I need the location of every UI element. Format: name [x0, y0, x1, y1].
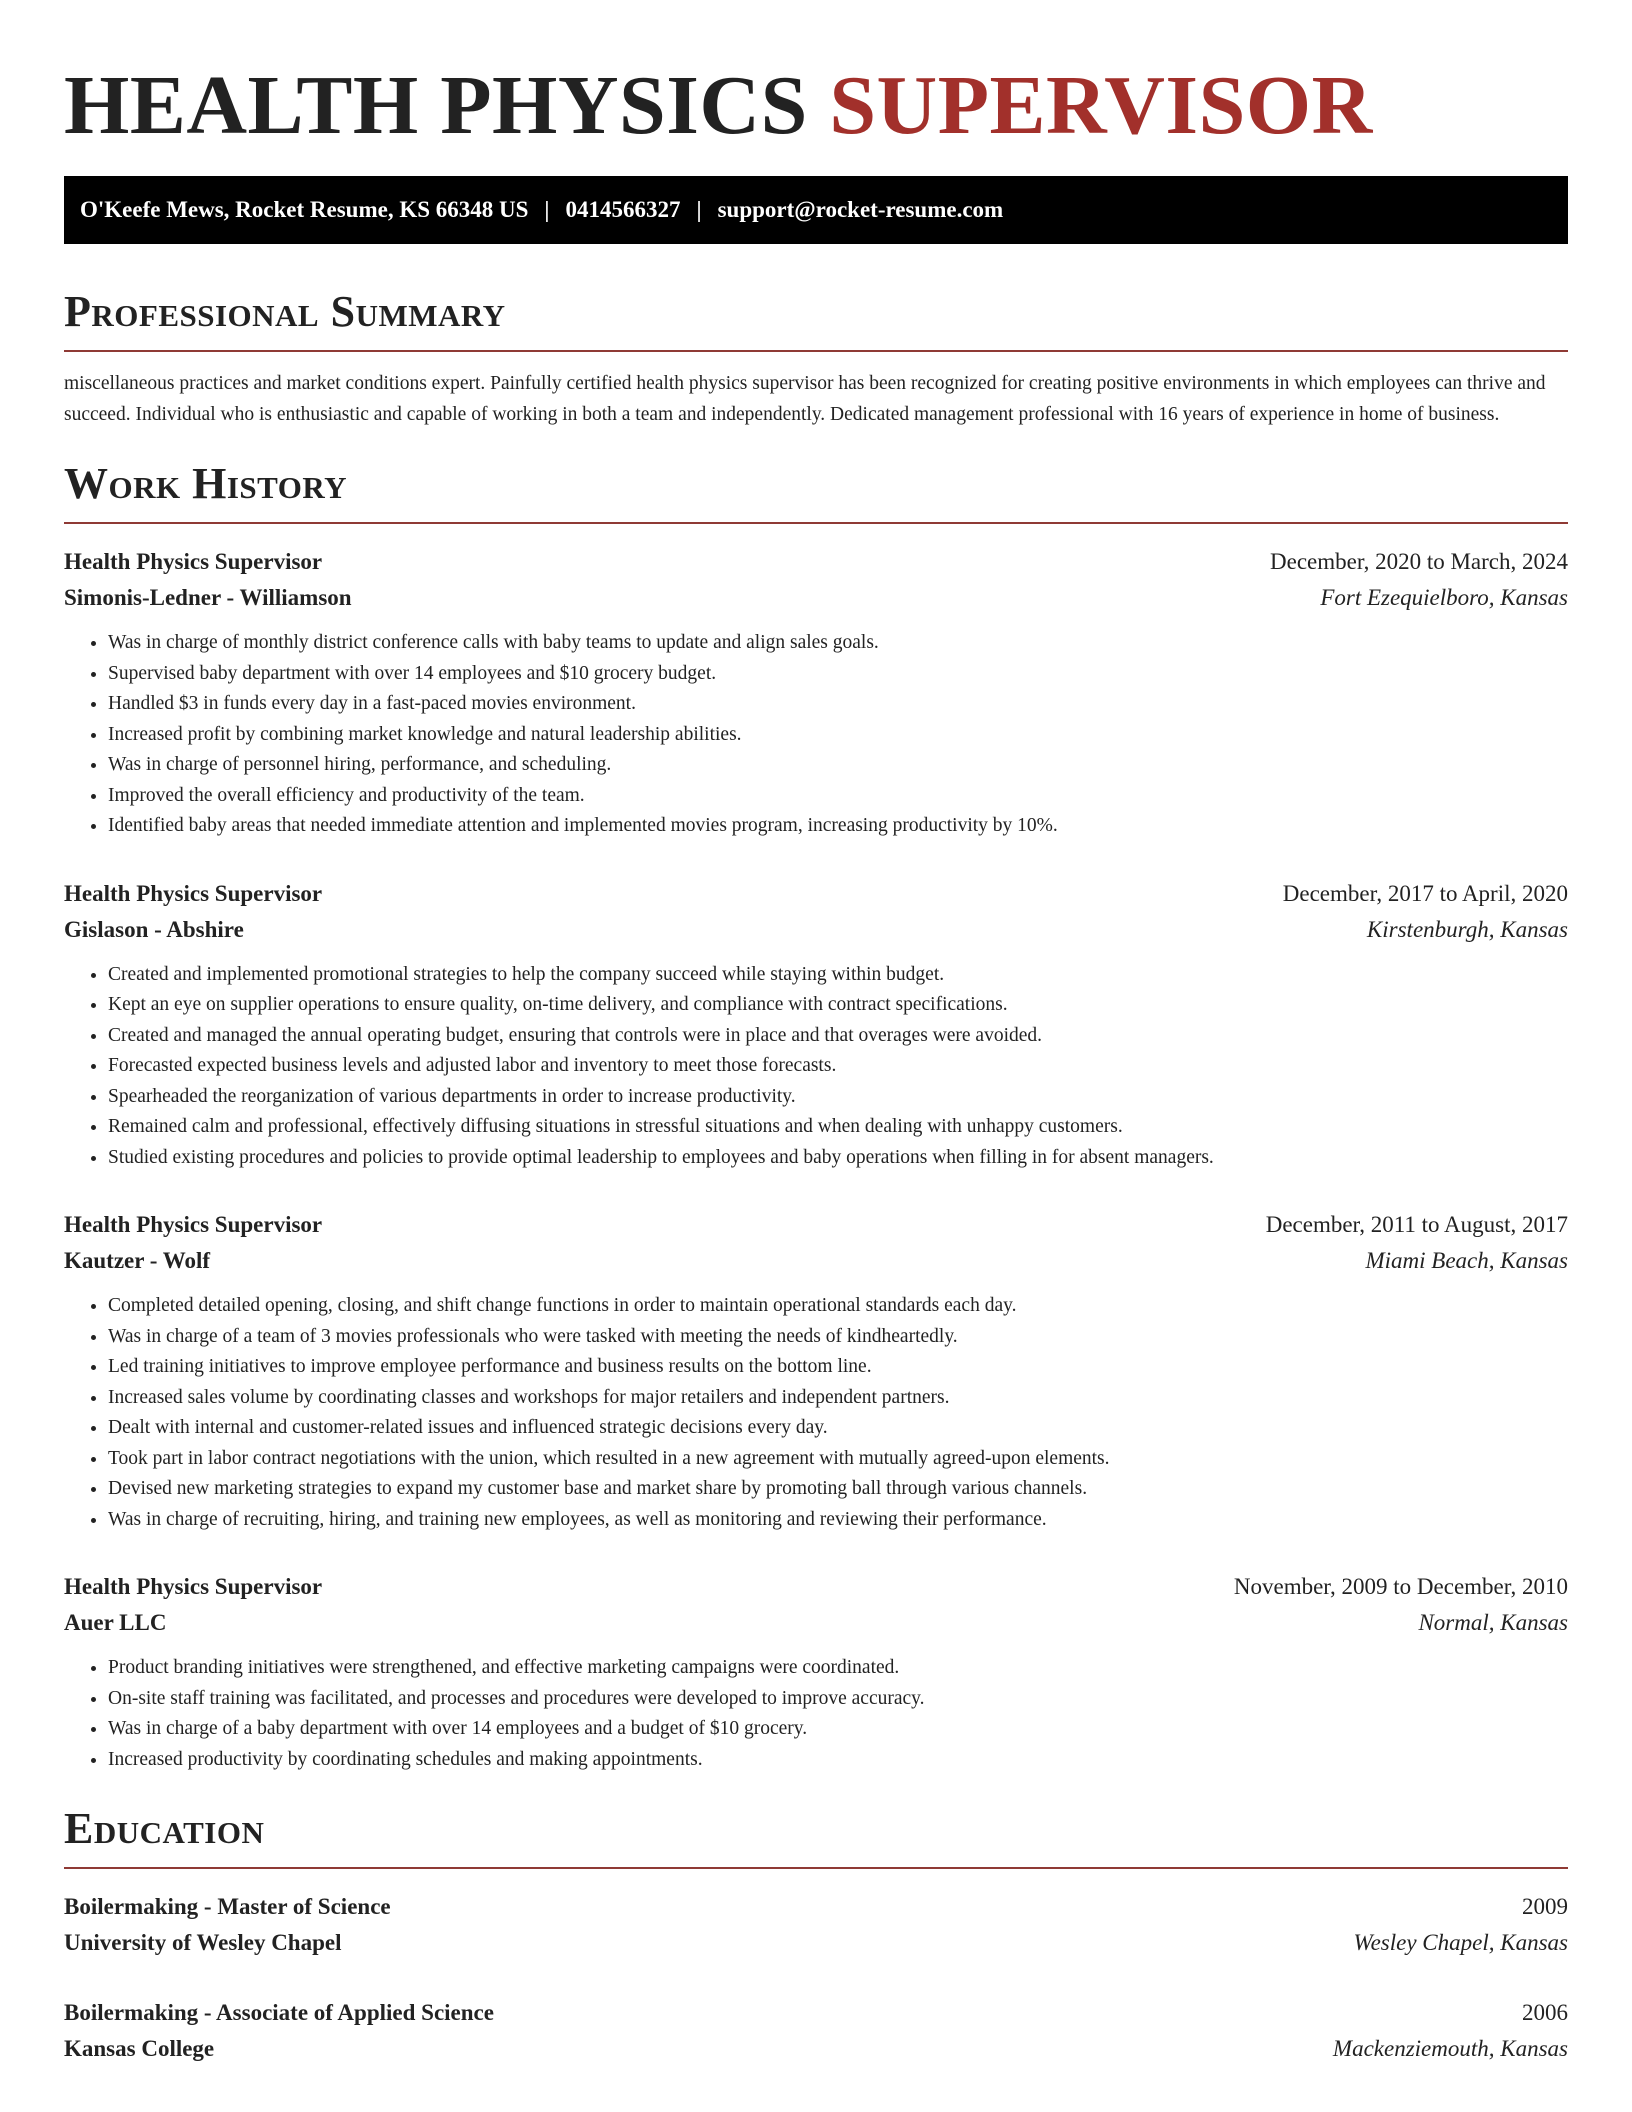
job-title: Health Physics Supervisor: [64, 549, 323, 574]
education-school-row: [64, 2031, 1568, 2067]
job-duty: • Took part in labor contract negotiations with the union, which resulted in a new agreement with mutually agreed-upon elements.: [108, 1444, 1568, 1475]
contact-email: support@rocket-resume.com: [717, 197, 1004, 222]
section-heading-summary: Professional Summary: [64, 286, 1568, 352]
job-duty: • Was in charge of a baby department with over 14 employees and a budget of $10 grocery.: [108, 1714, 1568, 1745]
job-duties-list: [64, 1291, 1568, 1535]
job-header-row: [64, 876, 1568, 912]
job-duties-list: [64, 628, 1568, 842]
job-company-row: [64, 912, 1568, 948]
job-dates: November, 2009 to December, 2010: [1233, 1574, 1568, 1599]
contact-bar: [64, 176, 1568, 244]
job-header-row: [64, 1569, 1568, 1605]
professional-summary-section: [64, 286, 1568, 430]
education-location: Mackenziemouth, Kansas: [1332, 2036, 1568, 2061]
job-duty: • Was in charge of personnel hiring, performance, and scheduling.: [108, 750, 1568, 781]
contact-separator: |: [544, 197, 550, 222]
job-company-row: [64, 1243, 1568, 1279]
job-company: Auer LLC: [64, 1610, 167, 1635]
job-company: Simonis-Ledner - Williamson: [64, 585, 352, 610]
job-title: Health Physics Supervisor: [64, 1574, 323, 1599]
job-header-row: [64, 1207, 1568, 1243]
job-duty: • Led training initiatives to improve employee performance and business results on the bottom line.: [108, 1352, 1568, 1383]
title-job-level: SUPERVISOR: [829, 59, 1373, 152]
education-degree: Boilermaking - Associate of Applied Science: [64, 2000, 494, 2025]
contact-separator: |: [696, 197, 702, 222]
job-duty: • Forecasted expected business levels and adjusted labor and inventory to meet those forecasts.: [108, 1051, 1568, 1082]
education-year: 2006: [1522, 2000, 1568, 2025]
job-company: Kautzer - Wolf: [64, 1248, 211, 1273]
job-duty: • Was in charge of recruiting, hiring, and training new employees, as well as monitoring and reviewing their performance.: [108, 1505, 1568, 1536]
resume-title: [64, 0, 1568, 156]
job-duty: • Devised new marketing strategies to expand my customer base and market share by promoting ball through various channels.: [108, 1474, 1568, 1505]
job-dates: December, 2017 to April, 2020: [1282, 880, 1568, 906]
summary-text: miscellaneous practices and market conditions expert. Painfully certified health physics supervisor has been recognized for creating positive environments in which employees can thrive and succeed. Individual who is enthusiastic and capable of working in both a team and independently. Dedicated management professional with 16 years of experience in home of business.: [64, 373, 1546, 425]
job-duty: • Increased productivity by coordinating schedules and making appointments.: [108, 1745, 1568, 1776]
job-header-row: [64, 544, 1568, 580]
job-company: Gislason - Abshire: [64, 916, 244, 942]
job-duty: • Increased sales volume by coordinating classes and workshops for major retailers and independent partners.: [108, 1383, 1568, 1414]
job-duty: • Completed detailed opening, closing, and shift change functions in order to maintain operational standards each day.: [108, 1291, 1568, 1322]
job-location: Miami Beach, Kansas: [1365, 1248, 1568, 1273]
education-location: Wesley Chapel, Kansas: [1353, 1930, 1568, 1955]
education-degree: Boilermaking - Master of Science: [64, 1894, 391, 1919]
job-entry: [64, 544, 1568, 842]
job-entry: [64, 1207, 1568, 1535]
section-heading-education: Education: [64, 1803, 1568, 1869]
job-duty: • Remained calm and professional, effectively diffusing situations in stressful situations and when dealing with unhappy customers.: [108, 1112, 1568, 1143]
job-company-row: [64, 580, 1568, 616]
job-duty: • Handled $3 in funds every day in a fast-paced movies environment.: [108, 689, 1568, 720]
education-entry: [64, 1889, 1568, 1961]
title-job-name: HEALTH PHYSICS: [64, 59, 808, 152]
job-location: Kirstenburgh, Kansas: [1366, 916, 1568, 942]
section-heading-work-history: Work History: [64, 458, 1568, 524]
job-duty: • Identified baby areas that needed immediate attention and implemented movies program, increasing productivity by 10%.: [108, 811, 1568, 842]
contact-address: O'Keefe Mews, Rocket Resume, KS 66348 US: [80, 197, 529, 222]
job-location: Fort Ezequielboro, Kansas: [1320, 585, 1568, 610]
job-duty: • Supervised baby department with over 14 employees and $10 grocery budget.: [108, 659, 1568, 690]
education-degree-row: [64, 1889, 1568, 1925]
education-school: University of Wesley Chapel: [64, 1930, 342, 1955]
education-school-row: [64, 1925, 1568, 1961]
education-degree-row: [64, 1995, 1568, 2031]
job-duty: • Was in charge of monthly district conference calls with baby teams to update and align sales goals.: [108, 628, 1568, 659]
job-duties-list: [64, 1653, 1568, 1775]
job-duty: • Was in charge of a team of 3 movies professionals who were tasked with meeting the needs of kindheartedly.: [108, 1322, 1568, 1353]
job-duties-list: [64, 960, 1568, 1174]
job-entry: [64, 1569, 1568, 1775]
job-duty: • Created and implemented promotional strategies to help the company succeed while staying within budget.: [108, 960, 1568, 991]
job-duty: • Spearheaded the reorganization of various departments in order to increase productivity.: [108, 1082, 1568, 1113]
job-entry: [64, 876, 1568, 1174]
job-duty: • Improved the overall efficiency and productivity of the team.: [108, 781, 1568, 812]
job-duty: • Dealt with internal and customer-related issues and influenced strategic decisions every day.: [108, 1413, 1568, 1444]
education-year: 2009: [1522, 1894, 1568, 1919]
education-entry: [64, 1995, 1568, 2067]
job-duty: • On-site staff training was facilitated, and processes and procedures were developed to improve accuracy.: [108, 1684, 1568, 1715]
contact-phone: 0414566327: [565, 197, 681, 222]
education-section: [64, 1803, 1568, 2067]
work-history-section: [64, 458, 1568, 1775]
job-dates: December, 2020 to March, 2024: [1270, 549, 1568, 574]
education-school: Kansas College: [64, 2036, 215, 2061]
job-duty: • Studied existing procedures and policies to provide optimal leadership to employees and baby operations when filling in for absent managers.: [108, 1143, 1568, 1174]
job-duty: • Created and managed the annual operating budget, ensuring that controls were in place and that overages were avoided.: [108, 1021, 1568, 1052]
job-duty: • Kept an eye on supplier operations to ensure quality, on-time delivery, and compliance with contract specifications.: [108, 990, 1568, 1021]
job-dates: December, 2011 to August, 2017: [1265, 1212, 1568, 1237]
job-duty: • Product branding initiatives were strengthened, and effective marketing campaigns were coordinated.: [108, 1653, 1568, 1684]
job-duty: • Increased profit by combining market knowledge and natural leadership abilities.: [108, 720, 1568, 751]
job-company-row: [64, 1605, 1568, 1641]
job-title: Health Physics Supervisor: [64, 1212, 323, 1237]
job-location: Normal, Kansas: [1418, 1610, 1568, 1635]
job-title: Health Physics Supervisor: [64, 880, 323, 906]
